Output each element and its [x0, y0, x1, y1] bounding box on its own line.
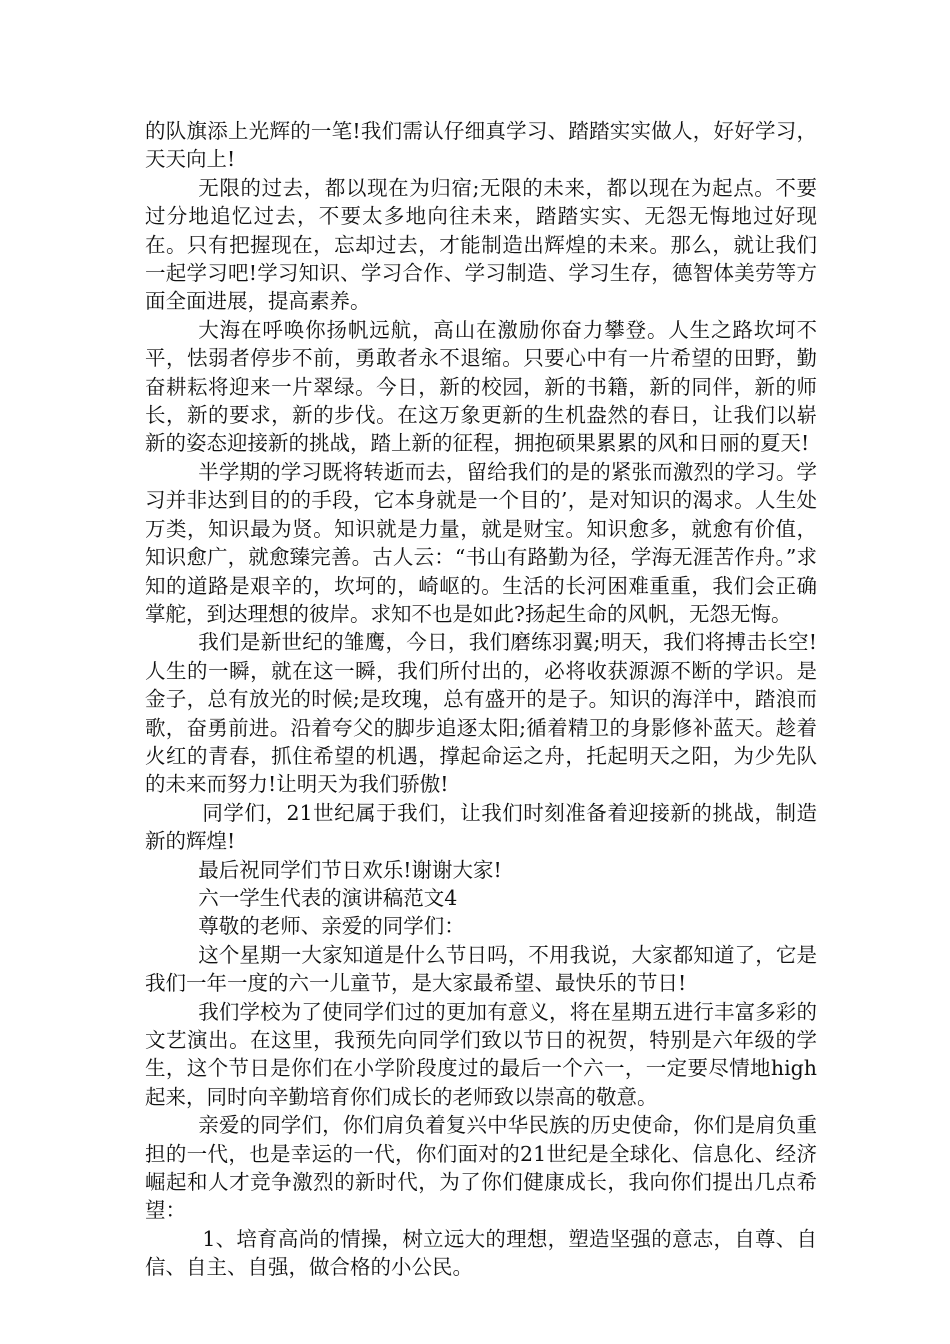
list-item-1: 1、培育高尚的情操，树立远大的理想，塑造坚强的意志，自尊、自信、自主、自强，做合格的小公民。	[145, 1226, 817, 1280]
document-page	[145, 117, 817, 1282]
paragraph-6: 同学们，21世纪属于我们，让我们时刻准备着迎接新的挑战，制造新的辉煌!	[145, 800, 817, 854]
paragraph-5: 我们是新世纪的雏鹰，今日，我们磨练羽翼;明天，我们将搏击长空!人生的一瞬，就在这一瞬，我们所付出的，必将收获源源不断的学识。是金子，总有放光的时候;是玫瑰，总有盛开的是子。知识的海洋中，踏浪而歌，奋勇前进。沿着夸父的脚步追逐太阳;循着精卫的身影修补蓝天。趁着火红的青春，抓住希望的机遇，撑起命运之舟，托起明天之阳，为少先队的未来而努力!让明天为我们骄傲!	[145, 630, 817, 797]
paragraph-3: 大海在呼唤你扬帆远航，高山在激励你奋力攀登。人生之路坎坷不平，怯弱者停步不前，勇敢者永不退缩。只要心中有一片希望的田野，勤奋耕耘将迎来一片翠绿。今日，新的校园，新的书籍，新的同伴，新的师长，新的要求，新的步伐。在这万象更新的生机盎然的春日，让我们以崭新的姿态迎接新的挑战，踏上新的征程，拥抱硕果累累的风和日丽的夏天!	[145, 317, 817, 456]
paragraph-12: 亲爱的同学们，你们肩负着复兴中华民族的历史使命，你们是肩负重担的一代，也是幸运的一代，你们面对的21世纪是全球化、信息化、经济崛起和人才竞争激烈的新时代，为了你们健康成长，我向你们提出几点希望：	[145, 1113, 817, 1223]
paragraph-4: 半学期的学习既将转逝而去，留给我们的是的紧张而激烈的学习。学习并非达到目的的手段，它本身就是一个目的’，是对知识的渴求。人生处万类，知识最为贤。知识就是力量，就是财宝。知识愈多，就愈有价值，知识愈广，就愈臻完善。古人云：“书山有路勤为径，学海无涯苦作舟。”求知的道路是艰辛的，坎坷的，崎岖的。生活的长河困难重重，我们会正确掌舵，到达理想的彼岸。求知不也是如此?扬起生命的风帆，无怨无悔。	[145, 459, 817, 626]
paragraph-closing: 最后祝同学们节日欢乐!谢谢大家!	[198, 857, 502, 882]
paragraph-2: 无限的过去，都以现在为归宿;无限的未来，都以现在为起点。不要过分地追忆过去，不要太多地向往未来，踏踏实实、无怨无悔地过好现在。只有把握现在，忘却过去，才能制造出辉煌的未来。那么，就让我们一起学习吧!学习知识、学习合作、学习制造、学习生存，德智体美劳等方面全面进展，提高素养。	[145, 175, 817, 314]
paragraph-10: 这个星期一大家知道是什么节日吗，不用我说，大家都知道了，它是我们一年一度的六一儿童节，是大家最希望、最快乐的节日!	[145, 942, 817, 996]
section-heading: 六一学生代表的演讲稿范文4	[198, 885, 458, 910]
salutation: 尊敬的老师、亲爱的同学们：	[198, 914, 465, 939]
paragraph-1: 的队旗添上光辉的一笔!我们需认仔细真学习、踏踏实实做人，好好学习，天天向上!	[145, 119, 817, 172]
paragraph-11: 我们学校为了使同学们过的更加有意义，将在星期五进行丰富多彩的文艺演出。在这里，我预先向同学们致以节日的祝贺，特别是六年级的学生，这个节日是你们在小学阶段度过的最后一个六一，一定要尽情地high起来，同时向辛勤培育你们成长的老师致以崇高的敬意。	[145, 999, 817, 1109]
